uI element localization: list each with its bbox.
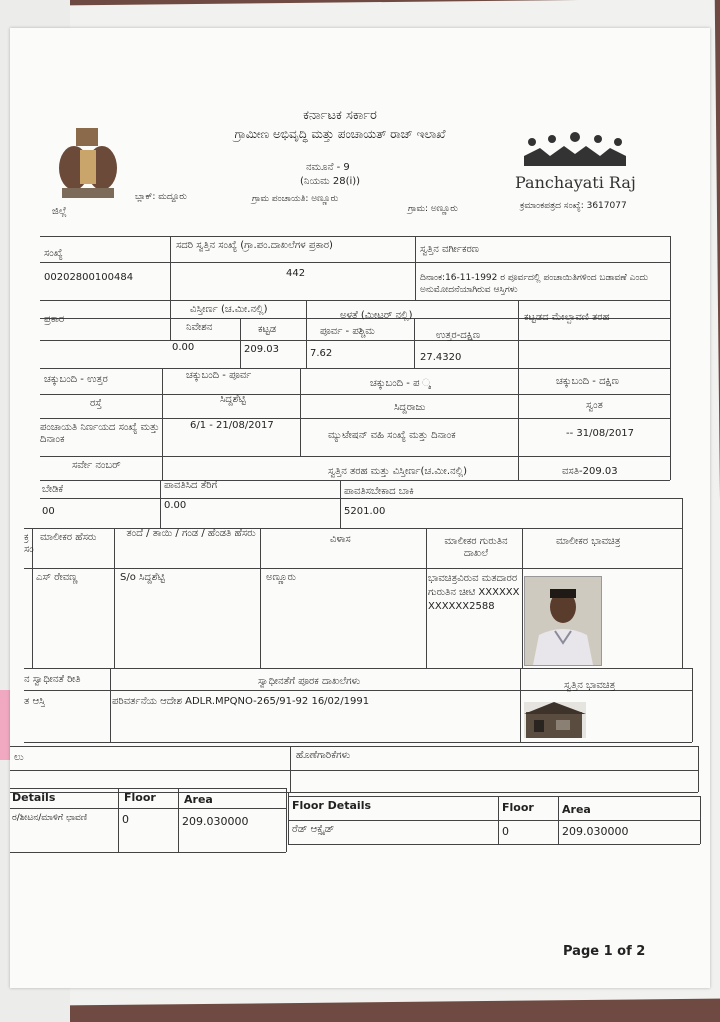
address-header: ವಿಳಾಸ [330, 534, 351, 545]
resolution-value: 6/1 - 21/08/2017 [190, 420, 274, 431]
block-name: ಬ್ಲಾಕ್: ಮದ್ದೂರು [135, 192, 187, 202]
mutation-header: ಮ್ಯುಟೇಷನ್ ವಹಿ ಸಂಖ್ಯೆ ಮತ್ತು ದಿನಾಂಕ [328, 430, 456, 441]
type-header: ಪ್ರಕಾರ [44, 314, 65, 325]
survey-header: ಸರ್ವೇ ನಂಬರ್ [72, 460, 121, 471]
right-floor-type: ರೆಡ್ ಆಕ್ಸೈಡ್ [292, 824, 335, 835]
east-boundary-value: ಸಿದ್ದಶೆಟ್ಟಿ [220, 394, 246, 405]
form-9-page [10, 28, 710, 988]
mutation-value: -- 31/08/2017 [566, 428, 635, 439]
paid-tax-value: 0.00 [164, 500, 187, 511]
acquisition-mode-value: ತ ಆಸ್ತಿ [24, 696, 46, 707]
id-proof-header: ಮಾಲೀಕರ ಗುರುತಿನ ದಾಖಲೆ [444, 536, 508, 559]
karnataka-emblem-icon [54, 126, 122, 206]
property-no-value: 442 [286, 268, 306, 279]
acquisition-docs-header: ಸ್ವಾಧೀನತೆಗೆ ಪೂರಕ ದಾಖಲೆಗಳು [258, 676, 361, 687]
panchayati-raj-logo [520, 132, 630, 168]
right-floor-value: 0 [502, 826, 509, 838]
due-tax-header: ಪಾವತಿಸಬೇಕಾದ ಬಾಕಿ [344, 486, 414, 497]
property-house-icon [524, 702, 586, 738]
property-photo-header: ಸ್ವತ್ತಿನ ಭಾವಚಿತ್ರ [564, 680, 616, 691]
address-value: ಅಣ್ಣೂರು [266, 572, 296, 583]
property-type-header: ಸ್ವತ್ತಿನ ತರಹ ಮತ್ತು ವಿಸ್ತೀರ್ಣ(ಚ.ಮೀ.ನಲ್ಲಿ) [328, 466, 468, 477]
id-proof-value: ಭಾವಚಿತ್ರವಿರುವ ಮತದಾರರ ಗುರುತಿನ ಚೀಟಿ XXXXXXXXXXXX2588 [428, 573, 520, 612]
demand-value: 00 [42, 506, 55, 517]
right-floor-header: Floor [502, 802, 534, 814]
south-boundary-value: ಸ್ವಂತ [586, 400, 603, 411]
left-area-header: Area [184, 794, 213, 806]
site-value: 0.00 [172, 342, 195, 353]
west-boundary-value: ಸಿದ್ದರಾಜು [394, 402, 426, 413]
right-area-header: Area [562, 804, 591, 816]
liabilities-header: ಹೊಣೆಗಾರಿಕೆಗಳು [296, 750, 351, 761]
people-logo-icon [520, 132, 630, 168]
west-boundary-header: ಚಕ್ಕುಬಂದಿ - ಪ ್ಮ [370, 378, 432, 389]
owner-name-header: ಮಾಲೀಕರ ಹೆಸರು [40, 532, 97, 543]
area-header: ವಿಸ್ತೀರ್ಣ (ಚ.ಮೀ.ನಲ್ಲಿ) [190, 304, 268, 315]
left-floor-value: 0 [122, 814, 129, 826]
owner-photo [524, 576, 602, 666]
resolution-header: ಪಂಚಾಯತಿ ನಿರ್ಣಯದ ಸಂಖ್ಯೆ ಮತ್ತು ದಿನಾಂಕ [40, 422, 160, 445]
property-id-header: ಸಂಖ್ಯೆ [44, 248, 63, 259]
property-photo [524, 702, 586, 738]
liabilities-left-header: ಲು [14, 752, 24, 763]
building-header: ಕಟ್ಟಡ [258, 324, 277, 335]
property-no-header: ಸದರಿ ಸ್ವತ್ತಿನ ಸಂಖ್ಯೆ (ಗ್ರಾ.ಪಂ.ದಾಖಲೆಗಳ ಪ್ರಕಾರ) [176, 240, 333, 251]
village-name: ಗ್ರಾಮ: ಅಣ್ಣೂರು [408, 204, 458, 214]
due-tax-value: 5201.00 [344, 506, 386, 517]
left-floor-type: ರ/ಶೀಟನ/ಮಾಳಿಗೆ ಛಾವಣಿ [12, 813, 88, 823]
certificate-number: ಕ್ರಮಾಂಕಪತ್ರದ ಸಂಖ್ಯೆ: 3617077 [520, 201, 627, 211]
roof-header: ಕಟ್ಟಡದ ಮೇಲ್ಛಾವಣಿ ತರಹ [524, 312, 610, 323]
owner-portrait-icon [525, 577, 601, 665]
classification-header: ಸ್ವತ್ತಿನ ವರ್ಗೀಕರಣ [420, 244, 479, 255]
east-west-value: 7.62 [310, 348, 333, 359]
page-number: Page 1 of 2 [563, 944, 646, 959]
emblem-caption: ಜಿಲ್ಲೆ [52, 206, 67, 217]
classification-value: ದಿನಾಂಕ:16-11-1992 ರ ಪೂರ್ವದಲ್ಲಿ ಪಂಚಾಯಿತಿಗಳಿಂದ ಬಡಾವಣೆ ಎಂದು ಅನುಮೋದನೆಯಾಗಿರುವ ಆಸ್ತಿಗಳು [420, 273, 649, 295]
form-number: ನಮೂನೆ - 9 [306, 162, 350, 173]
right-area-value: 209.030000 [562, 826, 629, 838]
relation-header: ತಂದೆ / ತಾಯಿ / ಗಂಡ / ಹೆಂಡತಿ ಹೆಸರು [126, 528, 256, 539]
left-area-value: 209.030000 [182, 816, 249, 828]
east-boundary-header: ಚಕ್ಕುಬಂದಿ - ಪೂರ್ವ [186, 370, 252, 381]
rule-number: (ನಿಯಮ 28(i)) [300, 176, 361, 187]
dimension-header: ಅಳತೆ (ಮೀಟರ್ ನಲ್ಲಿ) [340, 310, 413, 321]
logo-text: Panchayati Raj [515, 173, 636, 192]
north-south-value: 27.4320 [420, 352, 462, 363]
serial-header: ಕ್ರ ಸಂ [24, 532, 34, 555]
site-header: ನಿವೇಶನ [186, 322, 213, 333]
relation-value: S/o ಸಿದ್ದಶೆಟ್ಟಿ [120, 572, 165, 583]
south-boundary-header: ಚಕ್ಕುಬಂದಿ - ದಕ್ಷಿಣ [556, 376, 619, 387]
north-boundary-header: ಚಕ್ಕುಬಂದಿ - ಉತ್ತರ [44, 374, 108, 385]
right-floor-details-header: Floor Details [292, 800, 372, 812]
left-floor-header: Floor [124, 792, 156, 804]
east-west-header: ಪೂರ್ವ - ಪಶ್ಚಿಮ [320, 326, 375, 337]
acquisition-docs-value: ಪರಿವರ್ತನೆಯ ಆದೇಶ ADLR.MPQNO-265/91-92 16/02/1991 [112, 696, 370, 707]
building-value: 209.03 [244, 344, 279, 355]
property-id-value: 00202800100484 [44, 272, 134, 283]
dept-title: ಗ್ರಾಮೀಣ ಅಭಿವೃದ್ಧಿ ಮತ್ತು ಪಂಚಾಯತ್ ರಾಜ್ ಇಲಾಖೆ [234, 127, 446, 141]
govt-title: ಕರ್ನಾಟಕ ಸರ್ಕಾರ [303, 108, 377, 123]
property-type-value: ವಸತಿ-209.03 [562, 466, 618, 477]
gp-name: ಗ್ರಾಮ ಪಂಚಾಯತಿ: ಅಣ್ಣೂರು [252, 194, 339, 204]
owner-name-value: ಎಸ್ ರೇವಣ್ಣ [36, 572, 78, 583]
left-floor-details-header: Details [12, 792, 56, 804]
north-south-header: ಉತ್ತರ-ದಕ್ಷಿಣ [436, 330, 481, 341]
north-boundary-value: ರಸ್ತೆ [90, 398, 102, 409]
owner-photo-header: ಮಾಲೀಕರ ಭಾವಚಿತ್ರ [556, 536, 621, 547]
paid-tax-header: ಪಾವತಿಸಿದ ತೆರಿಗೆ [164, 480, 218, 491]
acquisition-mode-header: ನ ಸ್ವಾಧೀನತೆ ರೀತಿ [24, 674, 81, 685]
demand-header: ಬೇಡಿಕೆ [42, 484, 64, 495]
